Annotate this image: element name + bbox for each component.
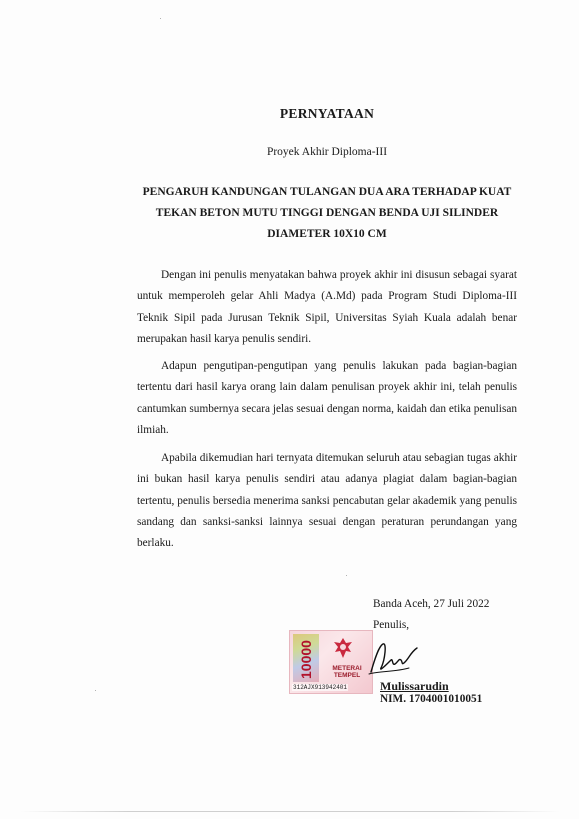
page-title: PERNYATAAN <box>279 106 375 121</box>
handwritten-signature <box>365 638 425 680</box>
thesis-title: PENGARUH KANDUNGAN TULANGAN DUA ARA TERHADAP KUAT TEKAN BETON MUTU TINGGI DENGAN BENDA UJI SILINDER DIAMETER 10X10 CM <box>142 186 512 240</box>
stamp-serial: 312AJX913942401 <box>293 684 348 691</box>
page-subtitle: Proyek Akhir Diploma-III <box>266 146 388 158</box>
stamp-denomination: 10000 <box>298 640 314 679</box>
scan-speck <box>160 18 161 19</box>
scan-edge-line <box>20 811 560 812</box>
signer-role: Penulis, <box>373 619 410 631</box>
scan-speck <box>346 575 347 576</box>
statement-paragraph-3: Apabila dikemudian hari ternyata ditemukan seluruh atau sebagian tugas akhir ini bukan hasil karya penulis sendiri atau adanya plagiat dalam bagian-bagian tertentu, penulis bersedia menerima sanksi pencabutan gelar akademik yang penulis sandang dan sanksi-sanksi lainnya sesuai dengan peraturan perundangan yang berlaku. <box>137 452 517 550</box>
statement-paragraph-1: Dengan ini penulis menyatakan bahwa proyek akhir ini disusun sebagai syarat untuk memperoleh gelar Ahli Madya (A.Md) pada Program Studi Diploma-III Teknik Sipil pada Jurusan Teknik Sipil, Universitas Syiah Kuala adalah benar merupakan hasil karya penulis sendiri. <box>137 269 517 345</box>
scan-speck <box>95 690 96 691</box>
statement-paragraph-2: Adapun pengutipan-pengutipan yang penulis lakukan pada bagian-bagian tertentu dari hasil karya orang lain dalam penulisan proyek akhir ini, telah penulis cantumkan sumbernya secara jelas sesuai dengan norma, kaidah dan etika penulisan ilmiah. <box>137 360 517 436</box>
signer-name: Mulissarudin <box>380 679 449 693</box>
signature-block <box>373 594 489 636</box>
signer-nim: NIM. 1704001010051 <box>380 693 483 705</box>
meterai-stamp <box>289 630 373 694</box>
garuda-emblem-icon <box>330 635 356 661</box>
stamp-label: METERAI TEMPEL <box>332 665 362 679</box>
place-date: Banda Aceh, 27 Juli 2022 <box>373 598 490 610</box>
